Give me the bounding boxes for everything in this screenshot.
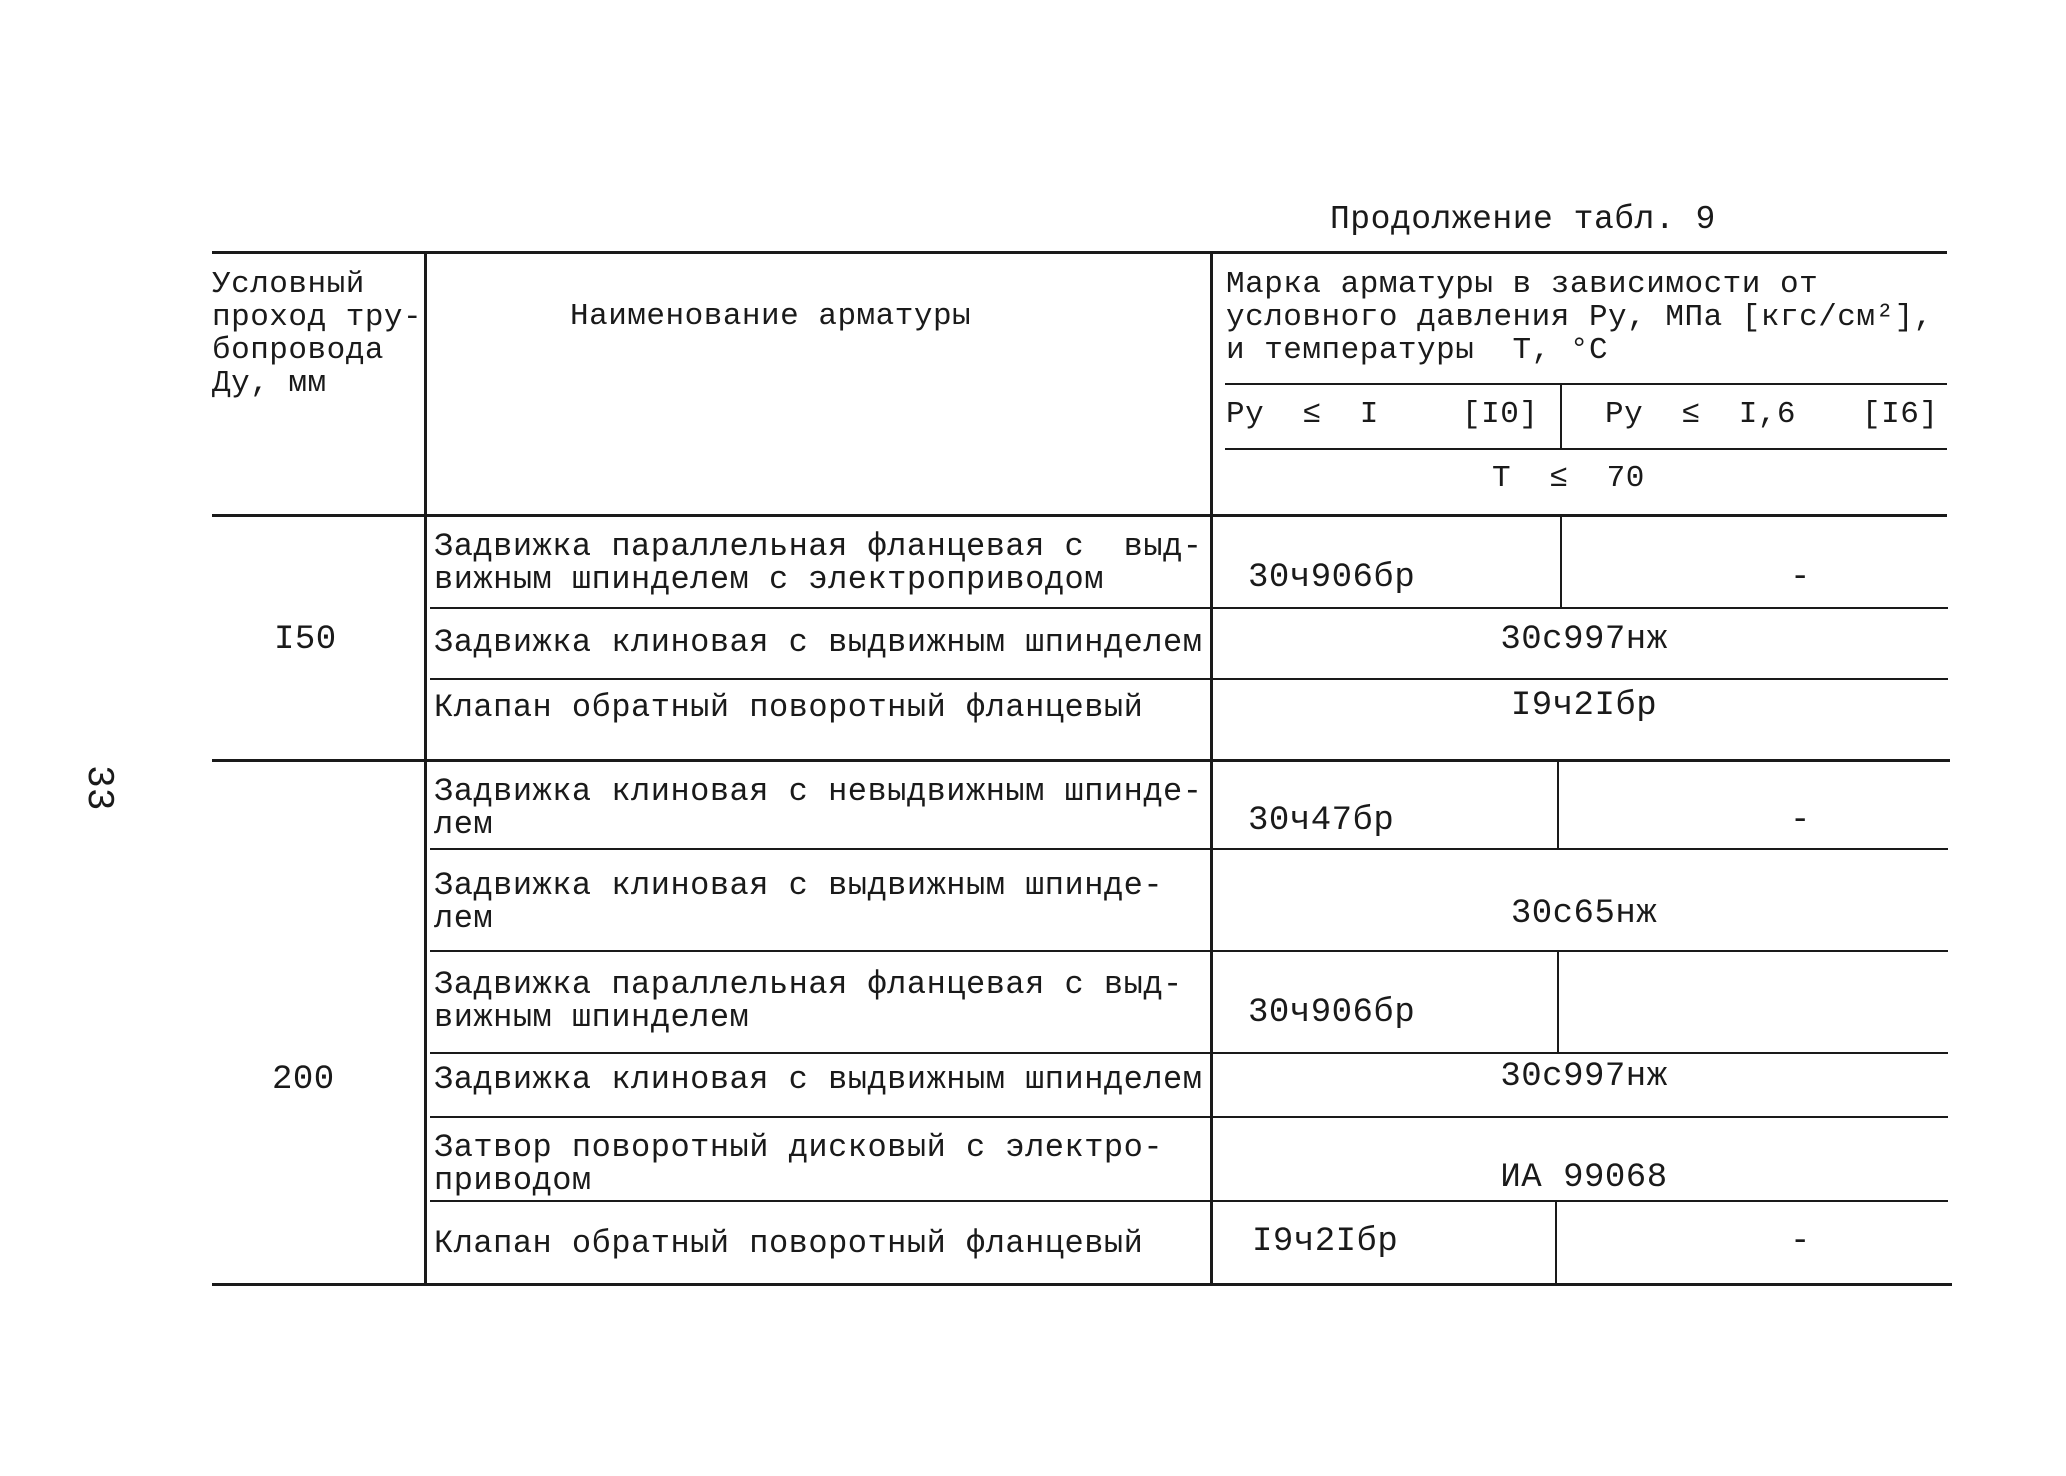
row-4-mark-divider: [1557, 761, 1559, 849]
header-sub-divider: [1560, 383, 1562, 449]
dn-200: 200: [272, 1061, 335, 1099]
page-number: 33: [77, 765, 120, 811]
header-sub2: Ру ≤ I,6: [1605, 397, 1797, 432]
row-2-name-line1: Задвижка клиновая с выдвижным шпинделем: [434, 624, 1203, 661]
row-4-name-line1: Задвижка клиновая с невыдвижным шпинде-: [434, 773, 1203, 810]
table-bottom-rule: [212, 1283, 1952, 1286]
row-3-name-line1: Клапан обратный поворотный фланцевый: [434, 689, 1144, 726]
header-col3-line3: и температуры Т, °С: [1226, 333, 1609, 368]
row-9-mark-pn10: I9ч2Iбр: [1252, 1223, 1399, 1261]
header-col3-line2: условного давления Ру, МПа [кгс/см²],: [1226, 300, 1933, 335]
header-col1-line2: проход тру-: [212, 300, 423, 335]
row-1-name-line1: Задвижка параллельная фланцевая с выд-: [434, 528, 1203, 565]
row-6-rule: [430, 1052, 1948, 1054]
col-divider-2: [1210, 251, 1213, 1285]
row-1-mark-pn10: 30ч906бр: [1248, 559, 1416, 597]
header-sub1: Ру ≤ I: [1226, 397, 1379, 432]
table-top-rule: [212, 251, 1947, 254]
row-5-name-line2: лем: [434, 900, 494, 937]
row-1-name-line2: вижным шпинделем с электроприводом: [434, 561, 1104, 598]
row-5-mark: 30с65нж: [1510, 895, 1658, 933]
row-8-rule: [430, 1200, 1948, 1202]
row-2-mark: 30с997нж: [1500, 621, 1668, 659]
header-sub2-kgf: [I6]: [1862, 397, 1939, 432]
row-5-rule: [430, 950, 1948, 952]
row-8-mark: ИА 99068: [1500, 1159, 1668, 1197]
row-4-mark-pn10: 30ч47бр: [1248, 802, 1395, 840]
dn-150: I50: [274, 621, 337, 659]
header-col1-line4: Ду, мм: [212, 366, 327, 401]
row-6-mark-pn10: 30ч906бр: [1248, 994, 1416, 1032]
group-separator-rule: [212, 759, 1950, 762]
header-sub-rule-1: [1225, 383, 1947, 385]
col-divider-1: [424, 251, 427, 1285]
header-temperature: Т ≤ 70: [1492, 461, 1645, 496]
header-col1-line3: бопровода: [212, 333, 384, 368]
row-9-name-line1: Клапан обратный поворотный фланцевый: [434, 1225, 1144, 1262]
header-sub-rule-2: [1225, 448, 1947, 450]
row-1-mark-pn16: -: [1790, 559, 1811, 597]
row-1-mark-divider: [1560, 514, 1562, 608]
row-1-rule: [430, 607, 1948, 609]
header-col1-line1: Условный: [212, 267, 365, 302]
header-col3-line1: Марка арматуры в зависимости от: [1226, 267, 1819, 302]
row-9-mark-pn16: -: [1790, 1223, 1811, 1261]
header-bottom-rule: [212, 514, 1947, 517]
row-4-rule: [430, 848, 1948, 850]
row-7-rule: [430, 1116, 1948, 1118]
row-4-mark-pn16: -: [1790, 802, 1811, 840]
row-6-name-line1: Задвижка параллельная фланцевая с выд-: [434, 966, 1183, 1003]
row-7-mark: 30с997нж: [1500, 1058, 1668, 1096]
header-sub1-kgf: [I0]: [1462, 397, 1539, 432]
row-4-name-line2: лем: [434, 806, 494, 843]
row-8-name-line1: Затвор поворотный дисковый с электро-: [434, 1129, 1164, 1166]
row-9-mark-divider: [1555, 1200, 1557, 1284]
row-8-name-line2: приводом: [434, 1162, 592, 1199]
header-col2: Наименование арматуры: [570, 299, 972, 334]
row-6-mark-divider: [1557, 950, 1559, 1053]
row-6-name-line2: вижным шпинделем: [434, 999, 750, 1036]
row-7-name-line1: Задвижка клиновая с выдвижным шпинделем: [434, 1061, 1203, 1098]
row-3-mark: I9ч2Iбр: [1510, 687, 1658, 725]
row-5-name-line1: Задвижка клиновая с выдвижным шпинде-: [434, 867, 1164, 904]
row-2-rule: [430, 678, 1948, 680]
table-caption: Продолжение табл. 9: [1330, 201, 1716, 238]
